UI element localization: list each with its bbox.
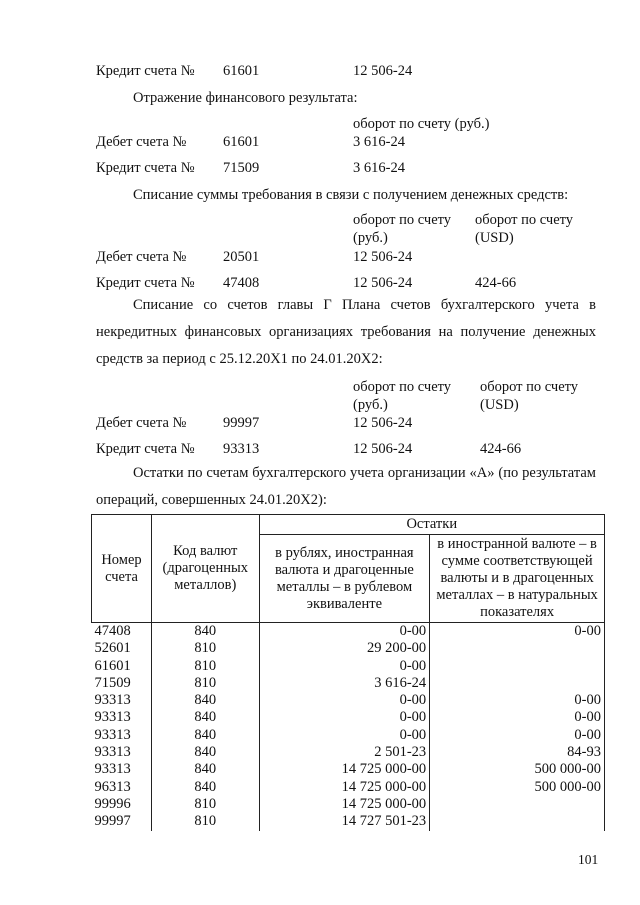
cell-account: 61601 xyxy=(94,657,131,674)
cell-account: 52601 xyxy=(94,640,131,657)
table-row xyxy=(92,813,605,830)
cell-fx xyxy=(430,640,605,657)
header-rub: в рублях, иностранная валюта и драгоценные металлы – в рублевом эквиваленте xyxy=(259,535,430,623)
section3-row1-account: 99997 xyxy=(223,415,260,431)
table-row xyxy=(92,727,605,744)
section3-col-rub-1: оборот по счету xyxy=(353,379,452,395)
section2-row1-label: Дебет счета № xyxy=(96,249,187,265)
credit-amount: 12 506-24 xyxy=(353,63,413,79)
cell-fx: 0-00 xyxy=(430,623,605,641)
section3-col-rub-2: (руб.) xyxy=(353,397,388,413)
balances-table xyxy=(91,514,605,831)
cell-account: 93313 xyxy=(94,761,131,778)
cell-rub: 14 727 501-23 xyxy=(259,813,430,830)
section1-row1-amount: 3 616-24 xyxy=(353,134,405,150)
section3-row2-rub: 12 506-24 xyxy=(353,441,413,457)
cell-fx: 84-93 xyxy=(430,744,605,761)
section2-row1-account: 20501 xyxy=(223,249,260,265)
table-row xyxy=(92,779,605,796)
cell-rub: 0-00 xyxy=(259,727,430,744)
section1-row2-account: 71509 xyxy=(223,160,260,176)
section2-row2-usd: 424-66 xyxy=(475,275,517,291)
section2-col-usd-1: оборот по счету xyxy=(475,212,574,228)
table-row xyxy=(92,761,605,778)
cell-account: 96313 xyxy=(94,778,131,795)
section2-col-usd-2: (USD) xyxy=(475,230,514,246)
cell-account: 93313 xyxy=(94,709,131,726)
cell-rub: 0-00 xyxy=(259,709,430,726)
section3-row2-usd: 424-66 xyxy=(480,441,522,457)
cell-account: 99996 xyxy=(94,795,131,812)
cell-code: 810 xyxy=(151,675,259,692)
section2-col-rub-1: оборот по счету xyxy=(353,212,452,228)
cell-fx: 500 000-00 xyxy=(430,761,605,778)
cell-code: 810 xyxy=(151,640,259,657)
section4-paragraph: Остатки по счетам бухгалтерского учета организации «А» (по результатам операций, совершенных 24.01.20Х2): xyxy=(96,465,596,508)
cell-account: 47408 xyxy=(94,623,131,639)
credit-account: 61601 xyxy=(223,63,260,79)
header-group: Остатки xyxy=(259,515,604,535)
cell-rub: 0-00 xyxy=(259,658,430,675)
section3-row2-label: Кредит счета № xyxy=(96,441,195,457)
section1-row2-label: Кредит счета № xyxy=(96,160,195,176)
cell-code: 810 xyxy=(151,813,259,830)
section3-paragraph: Списание со счетов главы Г Плана счетов бухгалтерского учета в некредитных финансовых организациях требования на получение денежных средств за период с 25.12.20Х1 по 24.01.20Х2: xyxy=(96,297,596,367)
cell-rub: 0-00 xyxy=(259,692,430,709)
section2-row1-rub: 12 506-24 xyxy=(353,249,413,265)
cell-code: 840 xyxy=(151,761,259,778)
cell-fx xyxy=(430,658,605,675)
cell-fx: 0-00 xyxy=(430,692,605,709)
cell-account: 71509 xyxy=(94,674,131,691)
section3-row1-rub: 12 506-24 xyxy=(353,415,413,431)
section1-col-header: оборот по счету (руб.) xyxy=(353,116,490,132)
cell-rub: 14 725 000-00 xyxy=(259,761,430,778)
header-code: Код валют (драгоценных металлов) xyxy=(151,515,259,623)
section2-row2-label: Кредит счета № xyxy=(96,275,195,291)
cell-rub: 29 200-00 xyxy=(259,640,430,657)
balances-body xyxy=(92,623,605,831)
cell-code: 810 xyxy=(151,796,259,813)
cell-rub: 0-00 xyxy=(259,623,430,641)
section3-row2-account: 93313 xyxy=(223,441,260,457)
cell-fx: 0-00 xyxy=(430,709,605,726)
section1-row1-account: 61601 xyxy=(223,134,260,150)
table-row xyxy=(92,658,605,675)
cell-account: 93313 xyxy=(94,692,131,709)
page-number: 101 xyxy=(578,852,599,867)
cell-code: 840 xyxy=(151,623,259,641)
cell-code: 840 xyxy=(151,779,259,796)
header-account: Номер счета xyxy=(92,515,152,623)
table-row xyxy=(92,744,605,761)
section2-col-rub-2: (руб.) xyxy=(353,230,388,246)
table-row xyxy=(92,709,605,726)
cell-code: 810 xyxy=(151,658,259,675)
cell-fx xyxy=(430,813,605,830)
cell-fx xyxy=(430,675,605,692)
cell-account: 93313 xyxy=(94,744,131,761)
section3-col-usd-1: оборот по счету xyxy=(480,379,579,395)
section2-row2-rub: 12 506-24 xyxy=(353,275,413,291)
credit-label: Кредит счета № xyxy=(96,63,195,79)
cell-fx xyxy=(430,796,605,813)
table-row xyxy=(92,796,605,813)
table-row xyxy=(92,675,605,692)
section3-col-usd-2: (USD) xyxy=(480,397,519,413)
header-fx: в иностранной валюте – в сумме соответствующей валюты и в драгоценных металлах – в натуральных показателях xyxy=(430,535,605,623)
section3-row1-label: Дебет счета № xyxy=(96,415,187,431)
cell-rub: 14 725 000-00 xyxy=(259,779,430,796)
cell-rub: 2 501-23 xyxy=(259,744,430,761)
cell-account: 99997 xyxy=(94,813,131,830)
cell-rub: 14 725 000-00 xyxy=(259,796,430,813)
table-row xyxy=(92,640,605,657)
section2-heading: Списание суммы требования в связи с получением денежных средств: xyxy=(133,187,569,203)
cell-rub: 3 616-24 xyxy=(259,675,430,692)
table-row xyxy=(92,692,605,709)
section2-row2-account: 47408 xyxy=(223,275,260,291)
cell-fx: 500 000-00 xyxy=(430,779,605,796)
cell-account: 93313 xyxy=(94,726,131,743)
cell-code: 840 xyxy=(151,692,259,709)
cell-code: 840 xyxy=(151,744,259,761)
section1-row2-amount: 3 616-24 xyxy=(353,160,405,176)
table-row xyxy=(92,623,605,641)
section1-row1-label: Дебет счета № xyxy=(96,134,187,150)
section1-heading: Отражение финансового результата: xyxy=(133,90,358,106)
cell-fx: 0-00 xyxy=(430,727,605,744)
cell-code: 840 xyxy=(151,727,259,744)
cell-code: 840 xyxy=(151,709,259,726)
